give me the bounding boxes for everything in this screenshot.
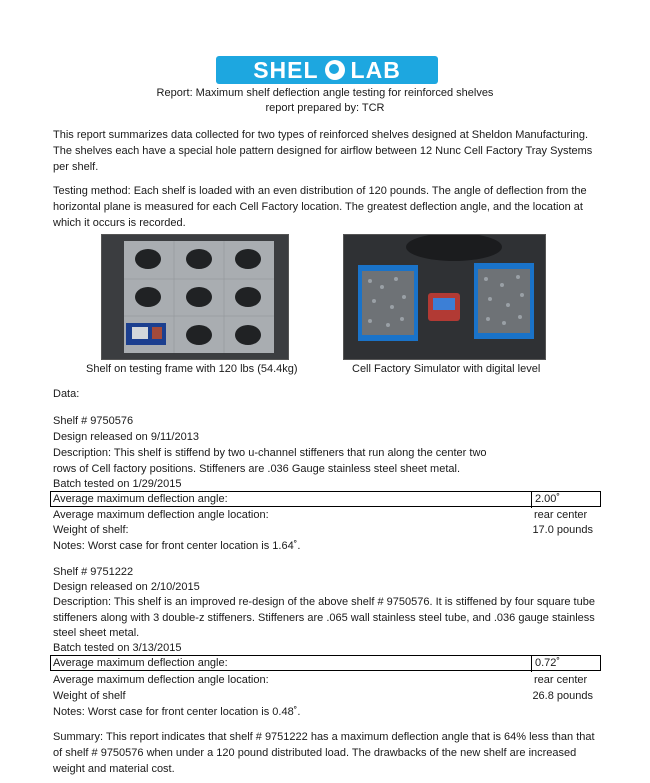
shelf2-number: Shelf # 9751222 [53,566,134,578]
intro-paragraph: This report summarizes data collected for two types of reinforced shelves designed at Sheldon Manufacturing. The shelves each have a special hole pattern designed for airflow between 12 Nunc Cell Factory Tray Systems per shelf. [53,129,593,173]
shelf-test-photo [101,234,289,360]
shelf2-description: Description: This shelf is an improved re-design of the above shelf # 9750576. It is stiffened by four square tube stiffeners along with 3 double-z stiffeners. Stiffeners are .065 wall stainless steel tube, and .036 gauge stainless steel sheet metal. [53,596,595,639]
simulator-illustration [344,235,545,359]
shelf1-angle-label: Average maximum deflection angle: [53,493,228,505]
logo-dot-icon [325,60,345,80]
shellab-logo [216,56,438,84]
cell-factory-simulator-photo [343,234,546,360]
shelf2-angle-label: Average maximum deflection angle: [53,657,228,669]
shelf1-angle-value: 2.00˚ [535,493,561,505]
shelf1-description-line1: Description: This shelf is stiffend by two u-channel stiffeners that run along the center two [53,447,487,459]
method-paragraph: Testing method: Each shelf is loaded with an even distribution of 120 pounds. The angle of deflection from the horizontal plane is measured for each Cell Factory location. The greatest deflection angle, and the location at which it occurs is recorded. [53,185,587,229]
report-author: report prepared by: TCR [265,102,385,114]
shelf1-box-divider [531,491,532,508]
shelf1-description-line2: rows of Cell factory positions. Stiffeners are .036 Gauge stainless steel sheet metal. [53,463,460,475]
shelf1-weight-value: 17.0 pounds [532,524,593,536]
shelf1-released: Design released on 9/11/2013 [53,431,199,443]
shelf2-weight-label: Weight of shelf [53,690,126,702]
shelf2-batch: Batch tested on 3/13/2015 [53,642,182,654]
shelf1-location-label: Average maximum deflection angle location: [53,509,269,521]
shelf1-notes: Notes: Worst case for front center location is 1.64˚. [53,540,301,552]
shelf2-released: Design released on 2/10/2015 [53,581,200,593]
shelf1-number: Shelf # 9750576 [53,415,134,427]
data-heading: Data: [53,388,80,400]
shelf2-location-value: rear center [534,674,588,686]
figure-caption-2: Cell Factory Simulator with digital level [352,363,541,375]
shelf2-location-label: Average maximum deflection angle location: [53,674,269,686]
shelf2-angle-value: 0.72˚ [535,657,561,669]
shelf2-notes: Notes: Worst case for front center location is 0.48˚. [53,706,301,718]
shelf1-weight-label: Weight of shelf: [53,524,129,536]
shelf1-batch: Batch tested on 1/29/2015 [53,478,182,490]
figure-caption-1: Shelf on testing frame with 120 lbs (54.4kg) [86,363,298,375]
logo-text-right: LAB [350,56,401,83]
shelf2-box-divider [531,655,532,672]
shelf1-location-value: rear center [534,509,588,521]
summary-paragraph: Summary: This report indicates that shelf # 9751222 has a maximum deflection angle that is 64% less than that of shelf # 9750576 when under a 120 pound distributed load. The drawbacks of the new shelf are increased weight and material cost. [53,731,595,775]
report-title: Report: Maximum shelf deflection angle testing for reinforced shelves [156,87,494,99]
shelf-test-illustration [102,235,288,359]
logo-text-left: SHEL [253,56,319,83]
shelf2-weight-value: 26.8 pounds [532,690,593,702]
